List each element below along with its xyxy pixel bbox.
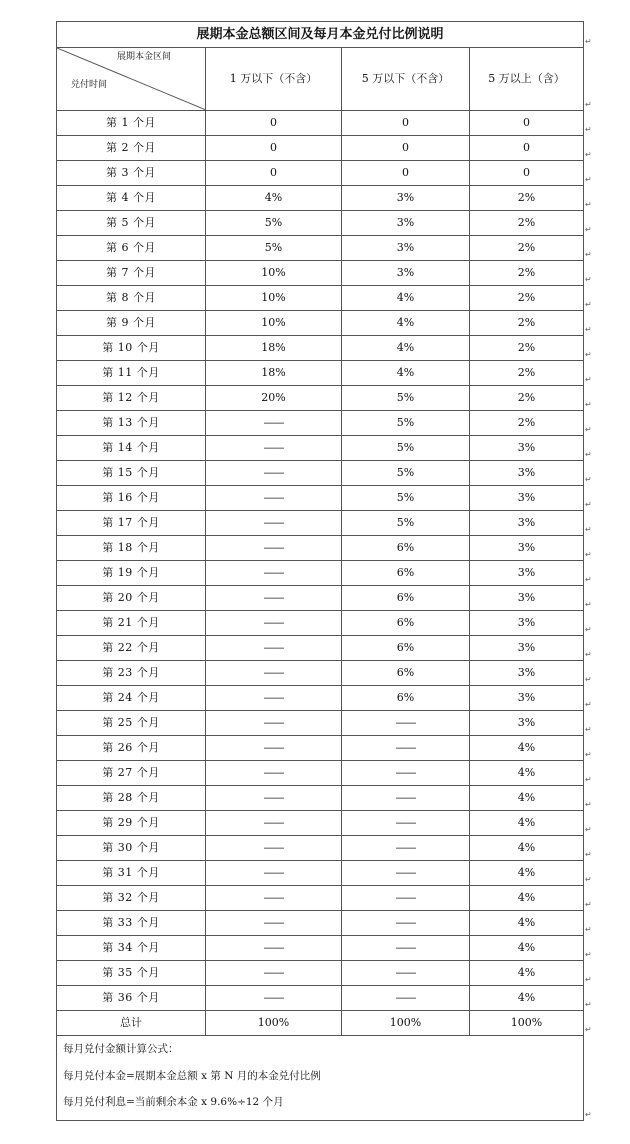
ratio-under-50k: 4% xyxy=(342,361,470,386)
ratio-under-50k: 4% xyxy=(342,311,470,336)
ratio-under-10k: —— xyxy=(206,611,342,636)
month-label: 第 4 个月 xyxy=(57,186,206,211)
ratio-over-50k: 2% xyxy=(470,236,584,261)
ratio-over-50k: 0 xyxy=(470,136,584,161)
month-label: 第 13 个月 xyxy=(57,411,206,436)
ratio-under-10k: —— xyxy=(206,586,342,611)
month-label: 第 6 个月 xyxy=(57,236,206,261)
total-col3: 100% xyxy=(470,1011,584,1036)
ratio-under-50k: 5% xyxy=(342,386,470,411)
table-row xyxy=(57,511,584,536)
paragraph-mark: ↵ xyxy=(585,649,592,659)
ratio-under-50k: 0 xyxy=(342,161,470,186)
month-label: 第 33 个月 xyxy=(57,911,206,936)
ratio-over-50k: 4% xyxy=(470,736,584,761)
month-label: 第 10 个月 xyxy=(57,336,206,361)
formula-heading: 每月兑付金额计算公式： xyxy=(63,1043,179,1055)
paragraph-mark: ↵ xyxy=(585,549,592,559)
paragraph-mark: ↵ xyxy=(585,674,592,684)
ratio-under-10k: —— xyxy=(206,786,342,811)
ratio-under-10k: 18% xyxy=(206,361,342,386)
ratio-under-10k: —— xyxy=(206,511,342,536)
document-page xyxy=(56,21,583,1121)
ratio-under-50k: —— xyxy=(342,911,470,936)
ratio-under-50k: —— xyxy=(342,861,470,886)
ratio-under-10k: —— xyxy=(206,911,342,936)
ratio-over-50k: 0 xyxy=(470,161,584,186)
ratio-over-50k: 4% xyxy=(470,761,584,786)
ratio-under-50k: 4% xyxy=(342,286,470,311)
month-label: 第 36 个月 xyxy=(57,986,206,1011)
ratio-under-50k: 5% xyxy=(342,436,470,461)
ratio-over-50k: 2% xyxy=(470,286,584,311)
ratio-under-10k: —— xyxy=(206,986,342,1011)
formula-interest: 每月兑付利息=当前剩余本金 x 9.6%÷12 个月 xyxy=(63,1096,284,1108)
table-row xyxy=(57,311,584,336)
table-row xyxy=(57,761,584,786)
ratio-under-50k: 6% xyxy=(342,586,470,611)
month-label: 第 22 个月 xyxy=(57,636,206,661)
ratio-over-50k: 2% xyxy=(470,261,584,286)
ratio-under-50k: —— xyxy=(342,736,470,761)
paragraph-mark: ↵ xyxy=(585,374,592,384)
ratio-under-10k: —— xyxy=(206,836,342,861)
ratio-over-50k: 4% xyxy=(470,936,584,961)
table-row xyxy=(57,261,584,286)
table-row xyxy=(57,836,584,861)
ratio-over-50k: 3% xyxy=(470,461,584,486)
total-row xyxy=(57,1011,584,1036)
month-label: 第 11 个月 xyxy=(57,361,206,386)
paragraph-mark: ↵ xyxy=(585,36,592,46)
ratio-over-50k: 2% xyxy=(470,311,584,336)
ratio-under-10k: 4% xyxy=(206,186,342,211)
ratio-under-10k: 18% xyxy=(206,336,342,361)
paragraph-mark: ↵ xyxy=(585,974,592,984)
header-col-under-10k: 1 万以下（不含） xyxy=(206,48,342,111)
table-row xyxy=(57,161,584,186)
total-label: 总计 xyxy=(57,1011,206,1036)
ratio-under-50k: 0 xyxy=(342,111,470,136)
ratio-under-50k: 6% xyxy=(342,686,470,711)
table-row xyxy=(57,386,584,411)
table-row xyxy=(57,136,584,161)
paragraph-mark: ↵ xyxy=(585,574,592,584)
table-row xyxy=(57,211,584,236)
ratio-under-50k: —— xyxy=(342,886,470,911)
ratio-over-50k: 3% xyxy=(470,511,584,536)
table-row xyxy=(57,111,584,136)
ratio-over-50k: 2% xyxy=(470,411,584,436)
ratio-under-50k: 6% xyxy=(342,661,470,686)
paragraph-mark: ↵ xyxy=(585,399,592,409)
month-label: 第 1 个月 xyxy=(57,111,206,136)
ratio-under-50k: 5% xyxy=(342,511,470,536)
ratio-over-50k: 4% xyxy=(470,836,584,861)
ratio-under-10k: —— xyxy=(206,536,342,561)
formula-principal: 每月兑付本金=展期本金总额 x 第 N 月的本金兑付比例 xyxy=(63,1070,321,1082)
ratio-over-50k: 3% xyxy=(470,486,584,511)
ratio-under-10k: —— xyxy=(206,861,342,886)
header-principal-range: 展期本金区间 xyxy=(116,52,171,62)
ratio-over-50k: 4% xyxy=(470,986,584,1011)
table-row xyxy=(57,286,584,311)
ratio-under-50k: 6% xyxy=(342,536,470,561)
ratio-under-10k: —— xyxy=(206,811,342,836)
ratio-over-50k: 4% xyxy=(470,886,584,911)
ratio-under-50k: —— xyxy=(342,761,470,786)
paragraph-mark: ↵ xyxy=(585,749,592,759)
paragraph-mark: ↵ xyxy=(585,499,592,509)
ratio-over-50k: 3% xyxy=(470,536,584,561)
month-label: 第 26 个月 xyxy=(57,736,206,761)
paragraph-mark: ↵ xyxy=(585,699,592,709)
ratio-under-50k: —— xyxy=(342,936,470,961)
table-row xyxy=(57,461,584,486)
ratio-under-10k: —— xyxy=(206,486,342,511)
month-label: 第 29 个月 xyxy=(57,811,206,836)
month-label: 第 5 个月 xyxy=(57,211,206,236)
ratio-under-50k: —— xyxy=(342,836,470,861)
ratio-under-50k: 3% xyxy=(342,236,470,261)
ratio-over-50k: 3% xyxy=(470,611,584,636)
table-row xyxy=(57,936,584,961)
month-label: 第 35 个月 xyxy=(57,961,206,986)
paragraph-mark: ↵ xyxy=(585,1109,592,1119)
ratio-over-50k: 3% xyxy=(470,436,584,461)
paragraph-mark: ↵ xyxy=(585,999,592,1009)
paragraph-mark: ↵ xyxy=(585,949,592,959)
ratio-over-50k: 4% xyxy=(470,961,584,986)
ratio-under-10k: 10% xyxy=(206,261,342,286)
paragraph-mark: ↵ xyxy=(585,199,592,209)
table-row xyxy=(57,911,584,936)
table-row xyxy=(57,811,584,836)
ratio-under-10k: 20% xyxy=(206,386,342,411)
ratio-over-50k: 4% xyxy=(470,911,584,936)
ratio-under-50k: 6% xyxy=(342,636,470,661)
paragraph-mark: ↵ xyxy=(585,874,592,884)
paragraph-mark: ↵ xyxy=(585,474,592,484)
ratio-under-10k: —— xyxy=(206,886,342,911)
ratio-over-50k: 3% xyxy=(470,686,584,711)
month-label: 第 28 个月 xyxy=(57,786,206,811)
month-label: 第 25 个月 xyxy=(57,711,206,736)
total-col2: 100% xyxy=(342,1011,470,1036)
ratio-under-10k: —— xyxy=(206,461,342,486)
ratio-under-10k: 5% xyxy=(206,236,342,261)
paragraph-mark: ↵ xyxy=(585,274,592,284)
ratio-under-10k: —— xyxy=(206,661,342,686)
paragraph-mark: ↵ xyxy=(585,99,592,109)
paragraph-mark: ↵ xyxy=(585,599,592,609)
ratio-under-50k: 5% xyxy=(342,461,470,486)
table-row xyxy=(57,186,584,211)
ratio-over-50k: 4% xyxy=(470,861,584,886)
table-title: 展期本金总额区间及每月本金兑付比例说明 xyxy=(57,22,584,48)
table-row xyxy=(57,336,584,361)
ratio-over-50k: 3% xyxy=(470,586,584,611)
table-row xyxy=(57,411,584,436)
ratio-under-10k: 5% xyxy=(206,211,342,236)
paragraph-mark: ↵ xyxy=(585,899,592,909)
table-row xyxy=(57,861,584,886)
ratio-under-10k: —— xyxy=(206,411,342,436)
month-label: 第 16 个月 xyxy=(57,486,206,511)
ratio-over-50k: 2% xyxy=(470,336,584,361)
header-repayment-time: 兑付时间 xyxy=(71,80,108,90)
paragraph-mark: ↵ xyxy=(585,724,592,734)
table-row xyxy=(57,711,584,736)
formula-cell xyxy=(57,1036,584,1121)
ratio-under-50k: 5% xyxy=(342,411,470,436)
ratio-under-10k: —— xyxy=(206,436,342,461)
table-row xyxy=(57,236,584,261)
ratio-over-50k: 4% xyxy=(470,811,584,836)
header-col-under-50k: 5 万以下（不含） xyxy=(342,48,470,111)
month-label: 第 12 个月 xyxy=(57,386,206,411)
table-row xyxy=(57,586,584,611)
table-row xyxy=(57,961,584,986)
ratio-under-50k: —— xyxy=(342,986,470,1011)
month-label: 第 9 个月 xyxy=(57,311,206,336)
ratio-over-50k: 2% xyxy=(470,361,584,386)
ratio-under-50k: 3% xyxy=(342,261,470,286)
paragraph-mark: ↵ xyxy=(585,524,592,534)
month-label: 第 27 个月 xyxy=(57,761,206,786)
month-label: 第 32 个月 xyxy=(57,886,206,911)
paragraph-mark: ↵ xyxy=(585,824,592,834)
month-label: 第 34 个月 xyxy=(57,936,206,961)
table-row xyxy=(57,786,584,811)
paragraph-mark: ↵ xyxy=(585,449,592,459)
ratio-under-10k: —— xyxy=(206,736,342,761)
ratio-under-50k: 3% xyxy=(342,211,470,236)
ratio-under-10k: —— xyxy=(206,936,342,961)
table-row xyxy=(57,986,584,1011)
ratio-under-50k: —— xyxy=(342,711,470,736)
ratio-under-10k: 0 xyxy=(206,111,342,136)
month-label: 第 17 个月 xyxy=(57,511,206,536)
ratio-over-50k: 3% xyxy=(470,636,584,661)
ratio-under-10k: —— xyxy=(206,686,342,711)
paragraph-mark: ↵ xyxy=(585,299,592,309)
month-label: 第 20 个月 xyxy=(57,586,206,611)
paragraph-mark: ↵ xyxy=(585,124,592,134)
month-label: 第 3 个月 xyxy=(57,161,206,186)
ratio-over-50k: 2% xyxy=(470,186,584,211)
table-row xyxy=(57,486,584,511)
paragraph-mark: ↵ xyxy=(585,224,592,234)
formula-row xyxy=(57,1036,584,1121)
ratio-over-50k: 4% xyxy=(470,786,584,811)
table-row xyxy=(57,886,584,911)
diagonal-header-cell xyxy=(57,48,206,111)
header-col-over-50k: 5 万以上（含） xyxy=(470,48,584,111)
ratio-over-50k: 0 xyxy=(470,111,584,136)
month-label: 第 14 个月 xyxy=(57,436,206,461)
table-row xyxy=(57,561,584,586)
ratio-under-10k: 0 xyxy=(206,161,342,186)
ratio-under-50k: —— xyxy=(342,811,470,836)
paragraph-mark: ↵ xyxy=(585,799,592,809)
table-row xyxy=(57,611,584,636)
ratio-under-50k: 3% xyxy=(342,186,470,211)
table-row xyxy=(57,636,584,661)
ratio-under-50k: 6% xyxy=(342,561,470,586)
month-label: 第 30 个月 xyxy=(57,836,206,861)
ratio-under-50k: 5% xyxy=(342,486,470,511)
total-col1: 100% xyxy=(206,1011,342,1036)
ratio-under-50k: —— xyxy=(342,786,470,811)
month-label: 第 31 个月 xyxy=(57,861,206,886)
paragraph-mark: ↵ xyxy=(585,424,592,434)
month-label: 第 2 个月 xyxy=(57,136,206,161)
paragraph-mark: ↵ xyxy=(585,174,592,184)
ratio-over-50k: 2% xyxy=(470,211,584,236)
table-row xyxy=(57,536,584,561)
ratio-over-50k: 2% xyxy=(470,386,584,411)
paragraph-mark: ↵ xyxy=(585,149,592,159)
paragraph-mark: ↵ xyxy=(585,774,592,784)
table-row xyxy=(57,686,584,711)
table-row xyxy=(57,736,584,761)
paragraph-mark: ↵ xyxy=(585,349,592,359)
ratio-under-50k: 0 xyxy=(342,136,470,161)
ratio-under-50k: 4% xyxy=(342,336,470,361)
month-label: 第 8 个月 xyxy=(57,286,206,311)
month-label: 第 19 个月 xyxy=(57,561,206,586)
ratio-under-50k: —— xyxy=(342,961,470,986)
paragraph-mark: ↵ xyxy=(585,324,592,334)
table-row xyxy=(57,436,584,461)
paragraph-mark: ↵ xyxy=(585,924,592,934)
ratio-under-10k: 10% xyxy=(206,311,342,336)
month-label: 第 24 个月 xyxy=(57,686,206,711)
month-label: 第 18 个月 xyxy=(57,536,206,561)
table-row xyxy=(57,661,584,686)
paragraph-mark: ↵ xyxy=(585,249,592,259)
ratio-under-10k: 0 xyxy=(206,136,342,161)
paragraph-mark: ↵ xyxy=(585,849,592,859)
ratio-under-10k: —— xyxy=(206,711,342,736)
ratio-over-50k: 3% xyxy=(470,561,584,586)
month-label: 第 23 个月 xyxy=(57,661,206,686)
table-body xyxy=(57,111,584,1011)
ratio-over-50k: 3% xyxy=(470,711,584,736)
paragraph-mark: ↵ xyxy=(585,1024,592,1034)
ratio-under-10k: 10% xyxy=(206,286,342,311)
ratio-under-10k: —— xyxy=(206,761,342,786)
ratio-under-10k: —— xyxy=(206,961,342,986)
paragraph-mark: ↵ xyxy=(585,624,592,634)
ratio-under-10k: —— xyxy=(206,561,342,586)
month-label: 第 15 个月 xyxy=(57,461,206,486)
table-row xyxy=(57,361,584,386)
ratio-under-50k: 6% xyxy=(342,611,470,636)
repayment-ratio-table xyxy=(56,21,584,1121)
ratio-under-10k: —— xyxy=(206,636,342,661)
month-label: 第 21 个月 xyxy=(57,611,206,636)
ratio-over-50k: 3% xyxy=(470,661,584,686)
month-label: 第 7 个月 xyxy=(57,261,206,286)
